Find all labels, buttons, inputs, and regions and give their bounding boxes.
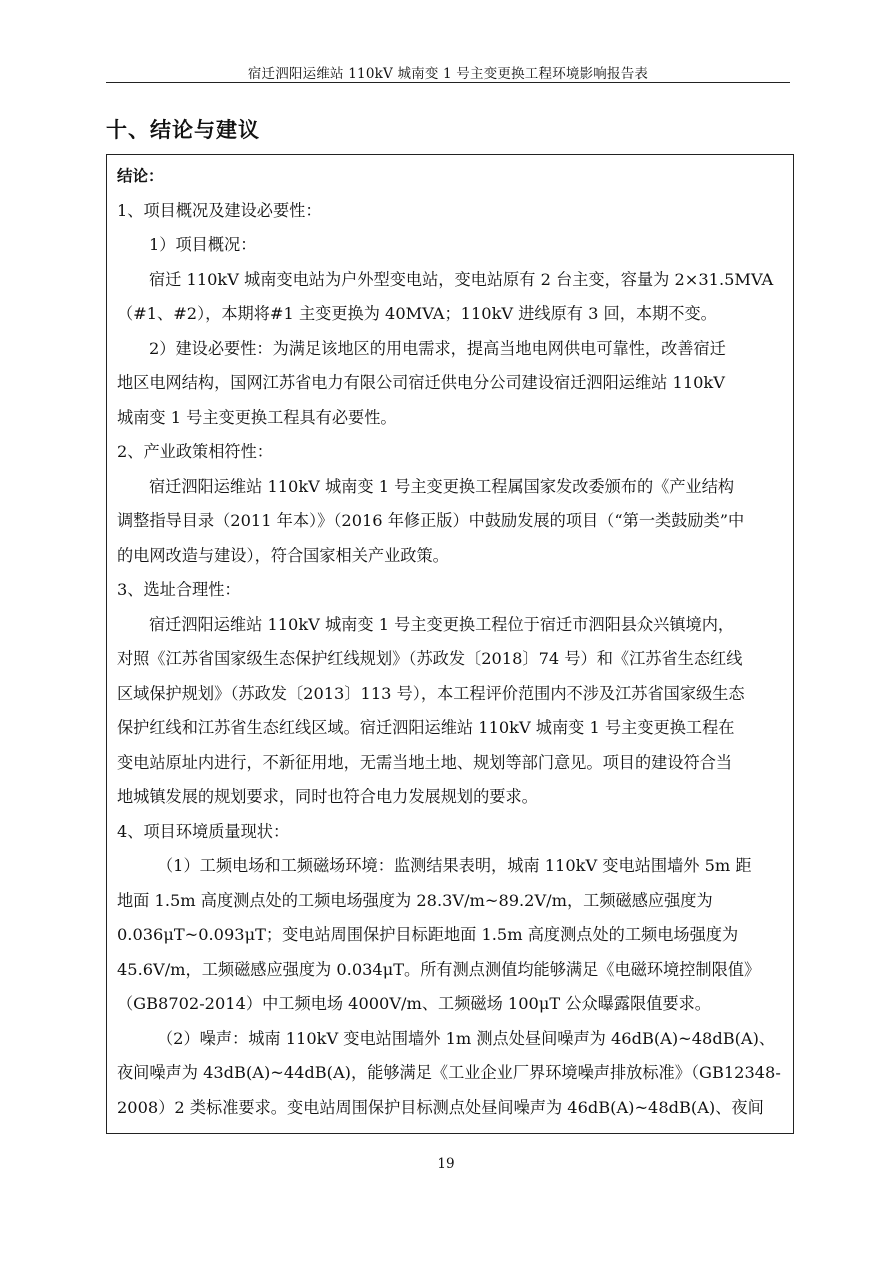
heading-policy: 2、产业政策相符性： [117, 442, 273, 461]
paragraph-line: 地区电网结构，国网江苏省电力有限公司宿迁供电分公司建设宿迁泗阳运维站 110kV [117, 373, 725, 392]
paragraph-line: 调整指导目录（2011 年本）》（2016 年修正版）中鼓励发展的项目（“第一类鼓励类”中 [117, 511, 745, 530]
paragraph-line: （GB8702-2014）中工频电场 4000V/m、工频磁场 100μT 公众曝露限值要求。 [117, 994, 711, 1013]
heading-site-selection: 3、选址合理性： [117, 580, 241, 599]
conclusion-text [107, 155, 793, 1125]
paragraph-line: （#1、#2），本期将#1 主变更换为 40MVA；110kV 进线原有 3 回，本期不变。 [117, 304, 717, 323]
paragraph-line: 宿迁泗阳运维站 110kV 城南变 1 号主变更换工程位于宿迁市泗阳县众兴镇境内， [149, 614, 735, 634]
paragraph-line: 夜间噪声为 43dB(A)~44dB(A)，能够满足《工业企业厂界环境噪声排放标准》（GB12348- [117, 1063, 781, 1082]
paragraph-line: 变电站原址内进行，不新征用地，无需当地土地、规划等部门意见。项目的建设符合当 [117, 752, 733, 772]
page-number: 19 [437, 1156, 455, 1172]
header-rule [106, 82, 790, 83]
paragraph-line: 的电网改造与建设），符合国家相关产业政策。 [117, 545, 449, 565]
heading-environment-status: 4、项目环境质量现状： [117, 821, 290, 841]
paragraph-line: （2）噪声：城南 110kV 变电站围墙外 1m 测点处昼间噪声为 46dB(A)~48dB(A)、 [157, 1028, 776, 1048]
paragraph-line: 2008）2 类标准要求。变电站周围保护目标测点处昼间噪声为 46dB(A)~48dB(A)、夜间 [117, 1097, 764, 1117]
paragraph-line: 对照《江苏省国家级生态保护红线规划》（苏政发〔2018〕74 号）和《江苏省生态红线 [117, 649, 743, 668]
heading-project-overview: 1、项目概况及建设必要性： [117, 200, 322, 220]
paragraph-line: 地面 1.5m 高度测点处的工频电场强度为 28.3V/m~89.2V/m，工频磁感应强度为 [117, 890, 713, 910]
paragraph-line: 45.6V/m，工频磁感应强度为 0.034μT。所有测点测值均能够满足《电磁环境控制限值》 [117, 959, 761, 979]
paragraph-line: 城南变 1 号主变更换工程具有必要性。 [117, 407, 397, 427]
conclusion-label: 结论： [117, 167, 164, 185]
paragraph-line: 保护红线和江苏省生态红线区域。宿迁泗阳运维站 110kV 城南变 1 号主变更换工程在 [117, 718, 735, 737]
paragraph-line: 地城镇发展的规划要求，同时也符合电力发展规划的要求。 [117, 787, 538, 806]
running-header: 宿迁泗阳运维站 110kV 城南变 1 号主变更换工程环境影响报告表 [247, 66, 649, 82]
section-title: 十、结论与建议 [106, 118, 260, 142]
paragraph-line: 2）建设必要性：为满足该地区的用电需求，提高当地电网供电可靠性，改善宿迁 [149, 338, 726, 358]
paragraph-line: 宿迁 110kV 城南变电站为户外型变电站，变电站原有 2 台主变，容量为 2×31.5MVA [149, 269, 774, 289]
paragraph-line: 区域保护规划》（苏政发〔2013〕113 号），本工程评价范围内不涉及江苏省国家级生态 [117, 683, 745, 703]
paragraph-line: 宿迁泗阳运维站 110kV 城南变 1 号主变更换工程属国家发改委颁布的《产业结构 [149, 476, 735, 496]
conclusion-box [106, 154, 794, 1134]
paragraph-line: （1）工频电场和工频磁场环境：监测结果表明，城南 110kV 变电站围墙外 5m 距 [157, 856, 752, 875]
subheading-overview: 1）项目概况： [149, 235, 257, 254]
paragraph-line: 0.036μT~0.093μT；变电站周围保护目标距地面 1.5m 高度测点处的工频电场强度为 [117, 925, 739, 944]
